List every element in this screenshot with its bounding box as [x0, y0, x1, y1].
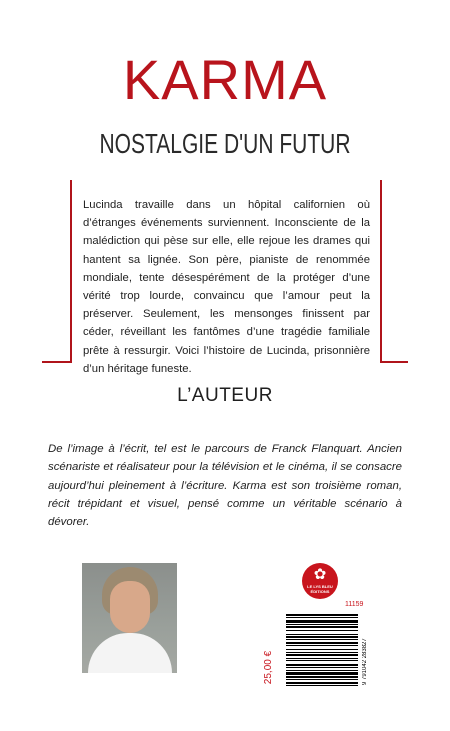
- author-photo: [82, 563, 177, 673]
- barcode-bar: [286, 660, 358, 661]
- frame-right-line: [380, 180, 382, 363]
- book-title: KARMA: [122, 48, 328, 111]
- barcode-bar: [286, 682, 358, 684]
- lily-icon: ✿: [313, 566, 327, 583]
- barcode-bar: [286, 620, 358, 623]
- author-heading: L’AUTEUR: [177, 385, 273, 406]
- barcode-bar: [286, 667, 358, 668]
- frame-left-tick: [42, 361, 72, 363]
- barcode-bar: [286, 614, 358, 616]
- barcode-bar: [286, 670, 358, 671]
- barcode-bar: [286, 658, 358, 659]
- barcode-bar: [286, 630, 358, 631]
- barcode: [284, 612, 366, 712]
- barcode-bar: [286, 672, 358, 675]
- barcode-bar: [286, 645, 358, 646]
- barcode-bar: [286, 664, 358, 666]
- barcode-bar: [286, 624, 358, 625]
- isbn-digits: 9 791042 283827: [362, 638, 368, 686]
- barcode-bar: [286, 679, 358, 680]
- frame-right-tick: [380, 361, 408, 363]
- barcode-bar: [286, 636, 358, 638]
- barcode-bar: [286, 654, 358, 656]
- barcode-bar: [286, 626, 358, 628]
- frame-left-line: [70, 180, 72, 363]
- catalog-number: 11159: [345, 601, 364, 608]
- barcode-bar: [286, 649, 358, 650]
- author-bio: De l’image à l’écrit, tel est le parcours de Franck Flanquart. Ancien scénariste et réalisateur pour la télévision et le cinéma, il se consacre aujourd’hui pleinement à l’écriture. Karma est son troisième roman, récit trépidant et visuel, pensé comme un véritable scénario à dévorer.: [48, 443, 402, 529]
- book-subtitle: NOSTALGIE D'UN FUTUR: [99, 128, 351, 159]
- barcode-bar: [286, 639, 358, 640]
- synopsis-text: Lucinda travaille dans un hôpital californien où d’étranges événements surviennent. Inconsciente de la malédiction qui pèse sur elle, elle rejoue les drames qui hantent sa lignée. Son père, pianiste de renommée mondiale, tente désespérément de la protéger d’une vérité trop lourde, convaincu que l’amour peut la préserver. Seulement, les mensonges finissent par céder, réveillant les fantômes d’une tragédie familiale prête à ressurgir. Voici l’histoire de Lucinda, prisonnière d’un héritage funeste.: [83, 199, 370, 375]
- publisher-logo-text: LE LYS BLEU ÉDITIONS: [307, 584, 333, 594]
- price-label: 25,00 €: [263, 650, 275, 685]
- barcode-bars: [284, 612, 360, 712]
- publisher-logo: [302, 563, 338, 599]
- barcode-bar: [286, 642, 358, 644]
- barcode-bar: [286, 685, 358, 686]
- barcode-bar: [286, 634, 358, 635]
- barcode-bar: [286, 652, 358, 653]
- barcode-bar: [286, 676, 358, 678]
- barcode-bar: [286, 617, 358, 618]
